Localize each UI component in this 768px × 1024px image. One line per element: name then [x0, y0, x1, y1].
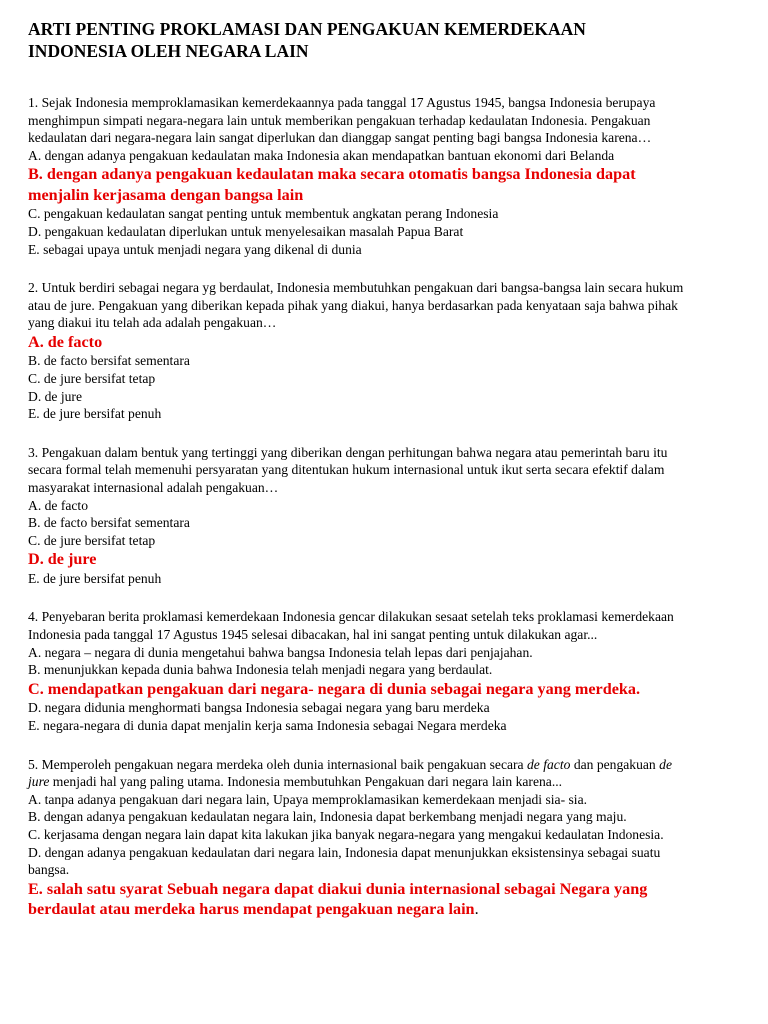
document-title	[28, 18, 742, 62]
question-5-option-c: C. kerjasama dengan negara lain dapat kita lakukan jika banyak negara-negara yang mengakui kedaulatan Indonesia.	[28, 826, 664, 842]
question-1-stem-line-2: menghimpun simpati negara-negara lain untuk memberikan pengakuan terhadap kedaulatan Indonesia. Pengakuan	[28, 112, 651, 128]
question-4-answer-c: C. mendapatkan pengakuan dari negara- negara di dunia sebagai negara yang merdeka.	[28, 679, 641, 698]
title-line-2: INDONESIA OLEH NEGARA LAIN	[28, 41, 309, 61]
question-2-option-e: E. de jure bersifat penuh	[28, 406, 162, 422]
question-1-option-c: C. pengakuan kedaulatan sangat penting untuk membentuk angkatan perang Indonesia	[28, 206, 499, 222]
question-1-option-a: A. dengan adanya pengakuan kedaulatan maka Indonesia akan mendapatkan bantuan ekonomi dari Belanda	[28, 147, 615, 163]
question-3-option-c: C. de jure bersifat tetap	[28, 532, 156, 548]
question-4	[28, 608, 742, 734]
question-5-stem-line-2	[28, 773, 742, 791]
question-5-term-jure: jure	[28, 774, 50, 790]
question-2-option-d: D. de jure	[28, 388, 82, 404]
question-5-answer-e-text: berdaulat atau merdeka harus mendapat pengakuan negara lain	[28, 900, 475, 919]
question-1-stem-line-3: kedaulatan dari negara-negara lain sangat diperlukan dan dianggap sangat penting bagi bangsa Indonesia karena…	[28, 130, 652, 146]
question-1-option-d: D. pengakuan kedaulatan diperlukan untuk menyelesaikan masalah Papua Barat	[28, 223, 464, 239]
question-3-option-b: B. de facto bersifat sementara	[28, 515, 190, 531]
question-2-answer-a: A. de facto	[28, 332, 103, 351]
title-line-1: ARTI PENTING PROKLAMASI DAN PENGAKUAN KEMERDEKAAN	[28, 19, 586, 39]
question-5-term-de: de	[659, 756, 672, 772]
question-4-option-a: A. negara – negara di dunia mengetahui bahwa bangsa Indonesia telah lepas dari penjajahan.	[28, 644, 533, 660]
question-5-answer-e-line-2	[28, 899, 742, 920]
question-5-answer-e-period: .	[474, 900, 479, 919]
question-2-option-c: C. de jure bersifat tetap	[28, 371, 156, 387]
question-3-stem-line-2: secara formal telah memenuhi persyaratan yang ditentukan hukum internasional untuk ikut serta secara efektif dalam	[28, 462, 665, 478]
question-5-option-b: B. dengan adanya pengakuan kedaulatan negara lain, Indonesia dapat berkembang menjadi negara yang maju.	[28, 809, 627, 825]
question-5-option-d-line-1: D. dengan adanya pengakuan kedaulatan dari negara lain, Indonesia dapat menunjukkan eksistensinya sebagai suatu	[28, 844, 661, 860]
question-5	[28, 756, 742, 920]
question-5-stem-line-1	[28, 756, 742, 774]
question-3-option-e: E. de jure bersifat penuh	[28, 570, 162, 586]
question-4-option-b: B. menunjukkan kepada dunia bahwa Indonesia telah menjadi negara yang berdaulat.	[28, 662, 493, 678]
question-3-stem-line-3: masyarakat internasional adalah pengakuan…	[28, 480, 279, 495]
question-2-stem-line-1: 2. Untuk berdiri sebagai negara yg berdaulat, Indonesia membutuhkan pengakuan dari bangsa-bangsa lain secara hukum	[28, 280, 684, 296]
question-1-stem-line-1: 1. Sejak Indonesia memproklamasikan kemerdekaannya pada tanggal 17 Agustus 1945, bangsa Indonesia berupaya	[28, 95, 656, 110]
question-1-answer-b-line-2: menjalin kerjasama dengan bangsa lain	[28, 185, 304, 204]
question-4-stem-line-2: Indonesia pada tanggal 17 Agustus 1945 selesai dibacakan, hal ini sangat penting untuk dilakukan agar...	[28, 627, 598, 643]
question-3-stem-line-1: 3. Pengakuan dalam bentuk yang tertinggi yang diberikan dengan perhitungan bahwa negara atau pemerintah baru itu	[28, 444, 668, 460]
question-5-stem-text-3: menjadi hal yang paling utama. Indonesia membutuhkan Pengakuan dari negara lain karena...	[49, 774, 563, 790]
question-5-stem-text-2: dan pengakuan	[570, 756, 660, 772]
question-2	[28, 279, 742, 423]
question-5-term-de-facto: de facto	[527, 756, 571, 772]
question-4-option-e: E. negara-negara di dunia dapat menjalin kerja sama Indonesia sebagai Negara merdeka	[28, 717, 507, 733]
question-5-stem-text-1: 5. Memperoleh pengakuan negara merdeka oleh dunia internasional baik pengakuan secara	[28, 756, 527, 772]
question-5-option-a: A. tanpa adanya pengakuan dari negara lain, Upaya memproklamasikan kemerdekaan menjadi sia- sia.	[28, 791, 588, 807]
question-4-option-d: D. negara didunia menghormati bangsa Indonesia sebagai negara yang baru merdeka	[28, 700, 490, 716]
question-1	[28, 94, 742, 258]
question-5-option-d-line-2: bangsa.	[28, 862, 70, 878]
question-2-stem-line-2: atau de jure. Pengakuan yang diberikan kepada pihak yang diakui, hanya berdasarkan pada kenyataan saja bahwa pihak	[28, 297, 678, 313]
question-3-answer-d: D. de jure	[28, 550, 97, 569]
question-2-option-b: B. de facto bersifat sementara	[28, 353, 190, 369]
question-4-stem-line-1: 4. Penyebaran berita proklamasi kemerdekaan Indonesia gencar dilakukan sesaat setelah teks proklamasi kemerdekaan	[28, 609, 674, 625]
question-1-answer-b-line-1: B. dengan adanya pengakuan kedaulatan maka secara otomatis bangsa Indonesia dapat	[28, 165, 636, 184]
question-3-option-a: A. de facto	[28, 497, 89, 513]
question-5-answer-e-line-1: E. salah satu syarat Sebuah negara dapat diakui dunia internasional sebagai Negara yang	[28, 879, 648, 898]
question-3	[28, 444, 742, 588]
question-1-option-e: E. sebagai upaya untuk menjadi negara yang dikenal di dunia	[28, 241, 362, 257]
question-2-stem-line-3: yang diakui itu telah ada adalah pengakuan…	[28, 315, 277, 331]
